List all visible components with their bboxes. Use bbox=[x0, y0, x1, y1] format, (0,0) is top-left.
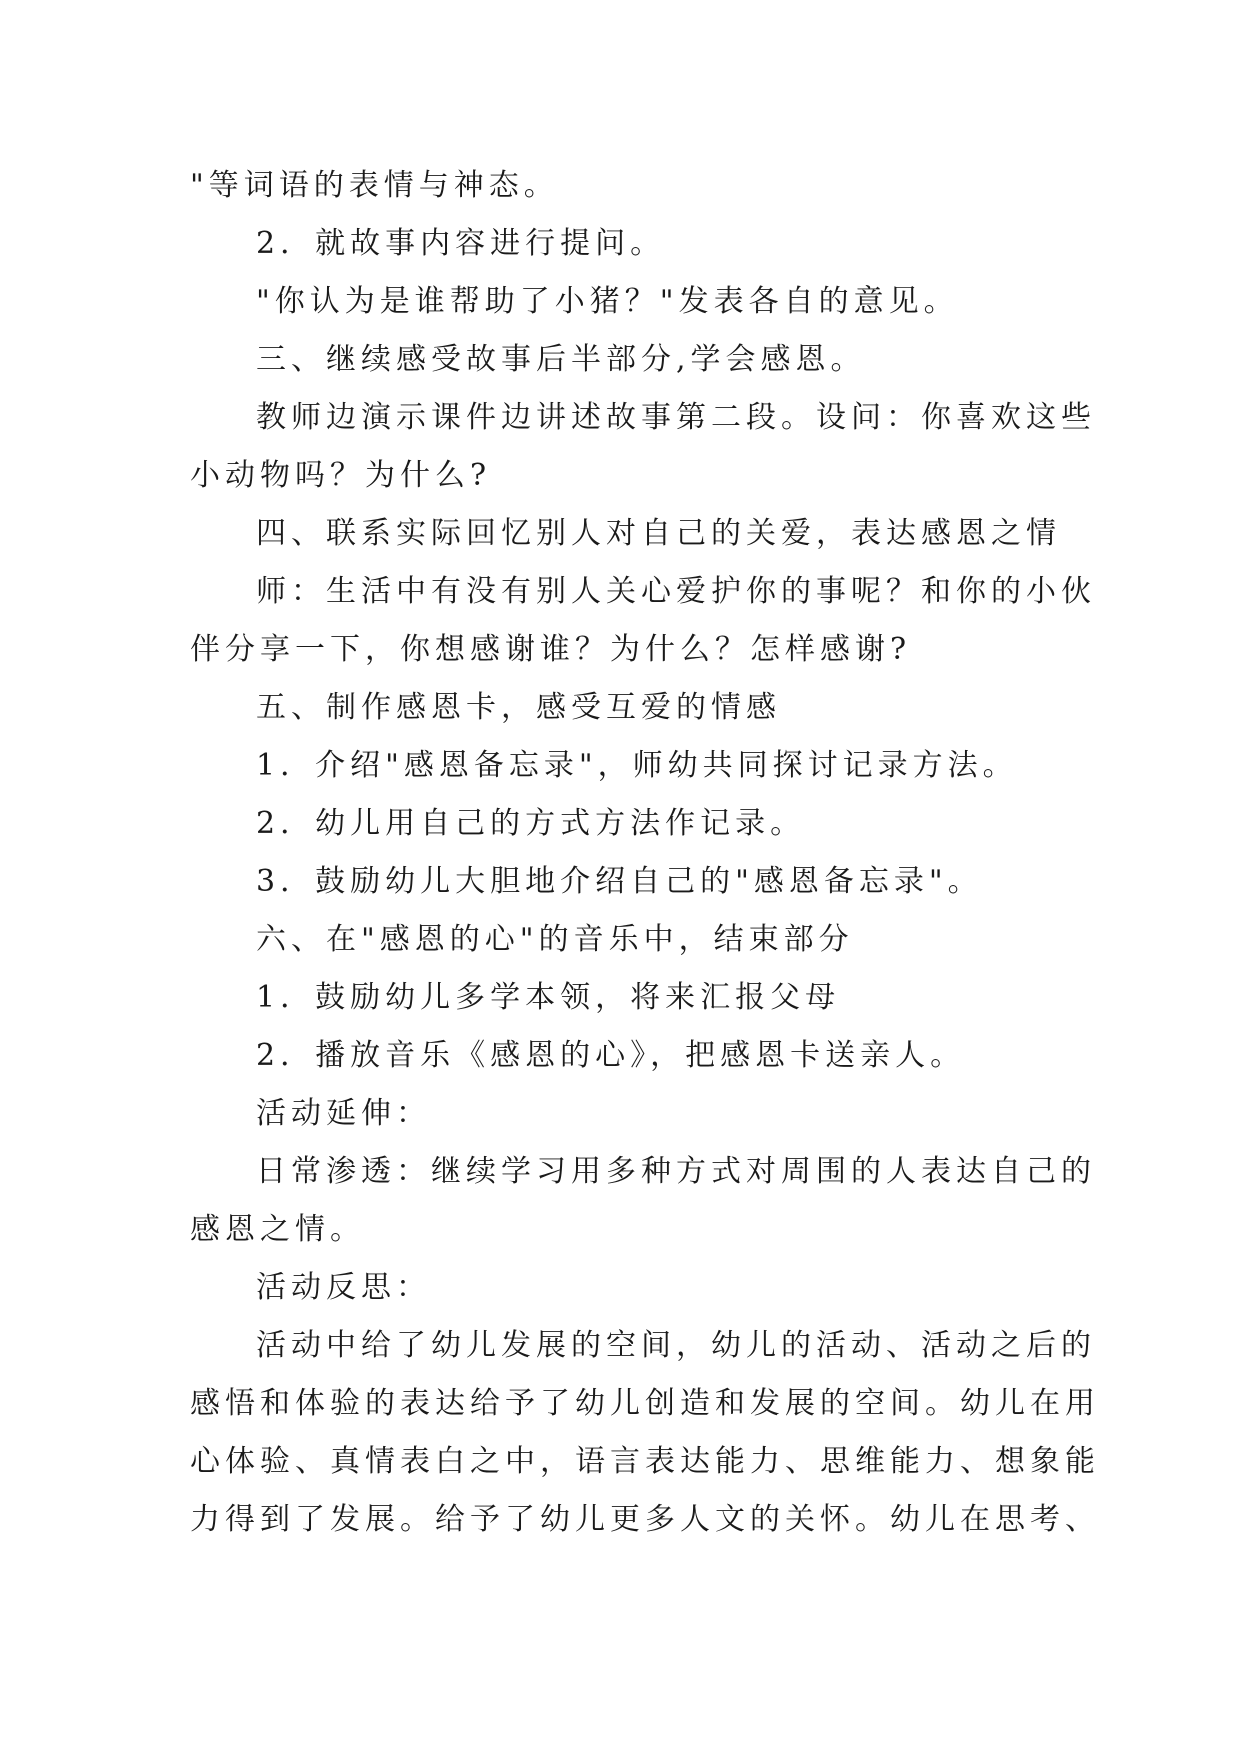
text-line: 活动中给了幼儿发展的空间，幼儿的活动、活动之后的 bbox=[256, 1328, 1096, 1363]
text-line: 五、制作感恩卡，感受互爱的情感 bbox=[256, 690, 781, 725]
text-line: 2．幼儿用自己的方式方法作记录。 bbox=[256, 806, 806, 841]
text-line: 1．介绍"感恩备忘录"，师幼共同探讨记录方法。 bbox=[256, 748, 1018, 783]
text-line: 感悟和体验的表达给予了幼儿创造和发展的空间。幼儿在用 bbox=[190, 1386, 1100, 1421]
text-line: 2．就故事内容进行提问。 bbox=[256, 226, 666, 261]
text-line: 3．鼓励幼儿大胆地介绍自己的"感恩备忘录"。 bbox=[256, 864, 983, 899]
text-line: 1．鼓励幼儿多学本领，将来汇报父母 bbox=[256, 980, 841, 1015]
document-body bbox=[190, 157, 1100, 1549]
text-line: 2．播放音乐《感恩的心》，把感恩卡送亲人。 bbox=[256, 1038, 966, 1073]
text-line: 六、在"感恩的心"的音乐中，结束部分 bbox=[256, 922, 854, 957]
text-line: 教师边演示课件边讲述故事第二段。设问：你喜欢这些 bbox=[256, 400, 1096, 435]
text-line: 小动物吗？为什么? bbox=[190, 458, 492, 493]
text-line: 日常渗透：继续学习用多种方式对周围的人表达自己的 bbox=[256, 1154, 1096, 1189]
text-line: 活动延伸： bbox=[256, 1096, 431, 1131]
text-line: 感恩之情。 bbox=[190, 1212, 365, 1247]
text-line: 力得到了发展。给予了幼儿更多人文的关怀。幼儿在思考、 bbox=[190, 1502, 1100, 1537]
text-line: 师：生活中有没有别人关心爱护你的事呢？和你的小伙 bbox=[256, 574, 1096, 609]
text-line: 四、联系实际回忆别人对自己的关爱，表达感恩之情 bbox=[256, 516, 1061, 551]
text-line: "你认为是谁帮助了小猪？"发表各自的意见。 bbox=[256, 284, 959, 319]
text-line: 活动反思： bbox=[256, 1270, 431, 1305]
text-line: 三、继续感受故事后半部分,学会感恩。 bbox=[256, 342, 866, 377]
text-line: "等词语的表情与神态。 bbox=[190, 168, 559, 203]
text-line: 心体验、真情表白之中，语言表达能力、思维能力、想象能 bbox=[190, 1444, 1100, 1479]
text-line: 伴分享一下，你想感谢谁？为什么？怎样感谢? bbox=[190, 632, 912, 667]
